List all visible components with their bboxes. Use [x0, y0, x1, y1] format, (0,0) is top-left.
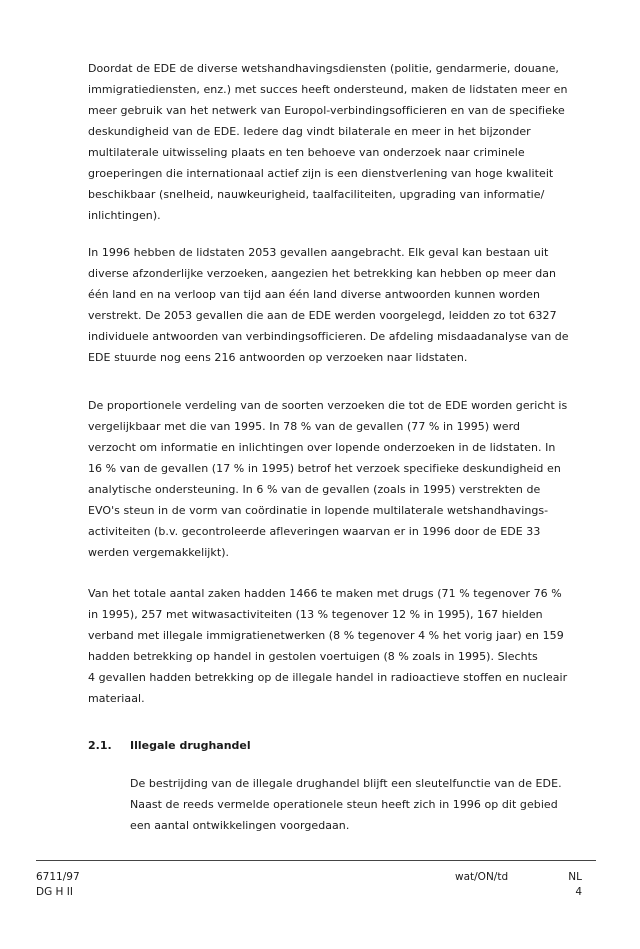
footer-doc-reference: [36, 870, 80, 900]
text-line: immigratiediensten, enz.) met succes heeft ondersteund, maken de lidstaten meer en: [88, 83, 568, 96]
paragraph-case-totals: [88, 583, 583, 709]
text-line: één land en na verloop van tijd aan één land diverse antwoorden kunnen worden: [88, 288, 540, 301]
footer-divider: [36, 860, 596, 861]
text-line: in 1995), 257 met witwasactiviteiten (13 % tegenover 12 % in 1995), 167 hielden: [88, 608, 543, 621]
text-line: meer gebruik van het netwerk van Europol-verbindingsofficieren en van de specifieke: [88, 104, 565, 117]
text-line: 4 gevallen hadden betrekking op de illegale handel in radioactieve stoffen en nucleair: [88, 671, 568, 684]
text-line: multilaterale uitwisseling plaats en ten behoeve van onderzoek naar criminele: [88, 146, 525, 159]
text-line: De proportionele verdeling van de soorten verzoeken die tot de EDE worden gericht is: [88, 399, 568, 412]
text-line: 16 % van de gevallen (17 % in 1995) betrof het verzoek specifieke deskundigheid en: [88, 462, 561, 475]
text-line: hadden betrekking op handel in gestolen voertuigen (8 % zoals in 1995). Slechts: [88, 650, 538, 663]
section-title: Illegale drughandel: [130, 739, 251, 752]
text-line: Van het totale aantal zaken hadden 1466 te maken met drugs (71 % tegenover 76 %: [88, 587, 562, 600]
text-line: EDE stuurde nog eens 216 antwoorden op verzoeken naar lidstaten.: [88, 351, 468, 364]
text-line: activiteiten (b.v. gecontroleerde afleveringen waarvan er in 1996 door de EDE 33: [88, 525, 541, 538]
text-line: Doordat de EDE de diverse wetshandhavingsdiensten (politie, gendarmerie, douane,: [88, 62, 559, 75]
directorate: DG H II: [36, 886, 73, 898]
text-line: De bestrijding van de illegale drughandel blijft een sleutelfunctie van de EDE.: [130, 777, 562, 790]
text-line: een aantal ontwikkelingen voorgedaan.: [130, 819, 350, 832]
footer-page-info: [558, 870, 582, 900]
text-line: In 1996 hebben de lidstaten 2053 gevallen aangebracht. Elk geval kan bestaan uit: [88, 246, 549, 259]
footer-initials: wat/ON/td: [455, 871, 509, 883]
text-line: verstrekt. De 2053 gevallen die aan de EDE werden voorgelegd, leidden zo tot 6327: [88, 309, 557, 322]
text-line: groeperingen die internationaal actief zijn is een dienstverlening van hoge kwaliteit: [88, 167, 554, 180]
paragraph-edu-network: [88, 58, 583, 226]
paragraph-drug-trafficking: [130, 773, 590, 836]
section-number: 2.1.: [88, 739, 112, 752]
text-line: materiaal.: [88, 692, 145, 705]
doc-number: 6711/97: [36, 871, 80, 883]
language-code: NL: [568, 871, 582, 883]
text-line: vergelijkbaar met die van 1995. In 78 % van de gevallen (77 % in 1995) werd: [88, 420, 521, 433]
text-line: inlichtingen).: [88, 209, 161, 222]
text-line: individuele antwoorden van verbindingsofficieren. De afdeling misdaadanalyse van de: [88, 330, 569, 343]
text-line: Naast de reeds vermelde operationele steun heeft zich in 1996 op dit gebied: [130, 798, 558, 811]
text-line: werden vergemakkelijkt).: [88, 546, 230, 559]
page-number: 4: [575, 886, 582, 898]
text-line: deskundigheid van de EDE. Iedere dag vindt bilaterale en meer in het bijzonder: [88, 125, 531, 138]
text-line: EVO's steun in de vorm van coördinatie in lopende multilaterale wetshandhavings-: [88, 504, 549, 517]
text-line: analytische ondersteuning. In 6 % van de gevallen (zoals in 1995) verstrekten de: [88, 483, 541, 496]
text-line: diverse afzonderlijke verzoeken, aangezien het betrekking kan hebben op meer dan: [88, 267, 557, 280]
text-line: verband met illegale immigratienetwerken (8 % tegenover 4 % het vorig jaar) en 159: [88, 629, 564, 642]
text-line: verzocht om informatie en inlichtingen over lopende onderzoeken in de lidstaten. In: [88, 441, 556, 454]
text-line: beschikbaar (snelheid, nauwkeurigheid, taalfaciliteiten, upgrading van informatie/: [88, 188, 545, 201]
paragraph-1996-cases: [88, 242, 583, 368]
section-heading: [88, 735, 251, 756]
paragraph-request-distribution: [88, 395, 583, 563]
